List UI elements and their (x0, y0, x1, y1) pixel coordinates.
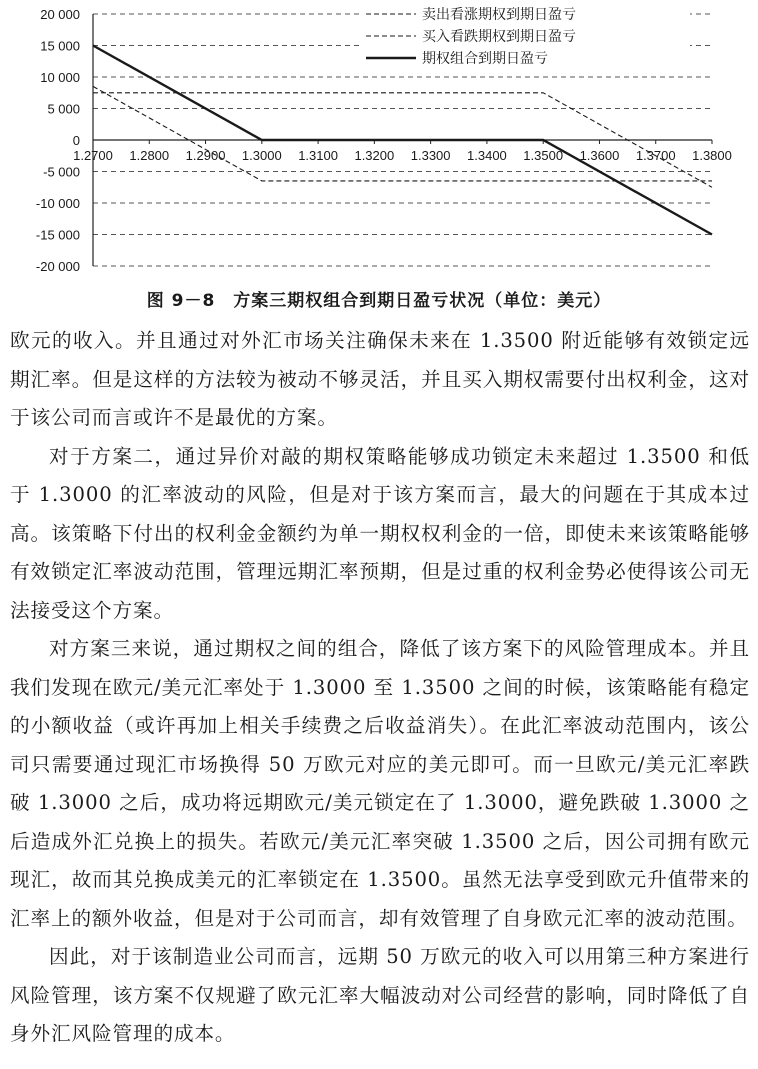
payoff-chart (0, 0, 758, 282)
x-tick-label: 1.3100 (298, 148, 338, 163)
y-tick-label: -10 000 (35, 196, 80, 211)
legend-label-3: 期权组合到期日盈亏 (422, 51, 548, 67)
legend-label-1: 卖出看涨期权到期日盈亏 (422, 7, 576, 23)
x-tick-label: 1.3300 (410, 148, 451, 163)
y-tick-label: 20 000 (40, 7, 80, 22)
y-tick-label: 0 (72, 133, 80, 148)
paragraph: 欧元的收入。并且通过对外汇市场关注确保未来在 1.3500 附近能够有效锁定远期汇率。但是这样的方法较为被动不够灵活，并且买入期权需要付出权利金，这对于该公司而言或许不是最优的方案。 (10, 329, 750, 429)
series-line-2 (93, 86, 712, 180)
body-text (10, 322, 750, 1054)
paragraph: 对于方案二，通过异价对敲的期权策略能够成功锁定未来超过 1.3500 和低于 1.3000 的汇率波动的风险，但是对于该方案而言，最大的问题在于其成本过高。该策略下付出的权利金金额约为单一期权权利金的一倍，即使未来该策略能够有效锁定汇率波动范围，管理远期汇率预期，但是过重的权利金势必使得该公司无法接受这个方案。 (10, 444, 750, 622)
x-tick-label: 1.3600 (579, 148, 620, 163)
x-tick-label: 1.3800 (692, 148, 732, 163)
x-tick-label: 1.3500 (523, 148, 564, 163)
y-tick-label: 5 000 (47, 101, 80, 117)
x-tick-label: 1.3000 (241, 148, 282, 163)
x-tick-label: 1.2700 (73, 148, 113, 163)
x-tick-label: 1.3700 (635, 148, 676, 163)
x-tick-label: 1.2900 (185, 148, 226, 163)
y-tick-label: -20 000 (35, 259, 80, 274)
x-tick-label: 1.3200 (354, 148, 395, 163)
x-tick-label: 1.2800 (129, 148, 170, 163)
legend-label-2: 买入看跌期权到期日盈亏 (422, 29, 576, 45)
y-tick-label: 10 000 (40, 70, 80, 85)
y-tick-label: -5 000 (43, 164, 80, 180)
paragraph: 对方案三来说，通过期权之间的组合，降低了该方案下的风险管理成本。并且我们发现在欧元/美元汇率处于 1.3000 至 1.3500 之间的时候，该策略能有稳定的小额收益（或许再加上相关手续费之后收益消失）。在此汇率波动范围内，该公司只需要通过现汇市场换得 50 万欧元对应的美元即可。而一旦欧元/美元汇率跌破 1.3000 之后，成功将远期欧元/美元锁定在了 1.3000，避免跌破 1.3000 之后造成外汇兑换上的损失。若欧元/美元汇率突破 1.3500 之后，因公司拥有欧元现汇，故而其兑换成美元的汇率锁定在 1.3500。虽然无法享受到欧元升值带来的汇率上的额外收益，但是对于公司而言，却有效管理了自身欧元汇率的波动范围。 (10, 637, 750, 930)
x-tick-label: 1.3400 (467, 148, 507, 163)
y-tick-label: -15 000 (35, 227, 80, 243)
y-tick-label: 15 000 (40, 38, 80, 54)
figure-caption: 图 9－8 方案三期权组合到期日盈亏状况（单位：美元） (146, 291, 612, 311)
paragraph: 因此，对于该制造业公司而言，远期 50 万欧元的收入可以用第三种方案进行风险管理，该方案不仅规避了欧元汇率大幅波动对公司经营的影响，同时降低了自身外汇风险管理的成本。 (10, 945, 750, 1045)
